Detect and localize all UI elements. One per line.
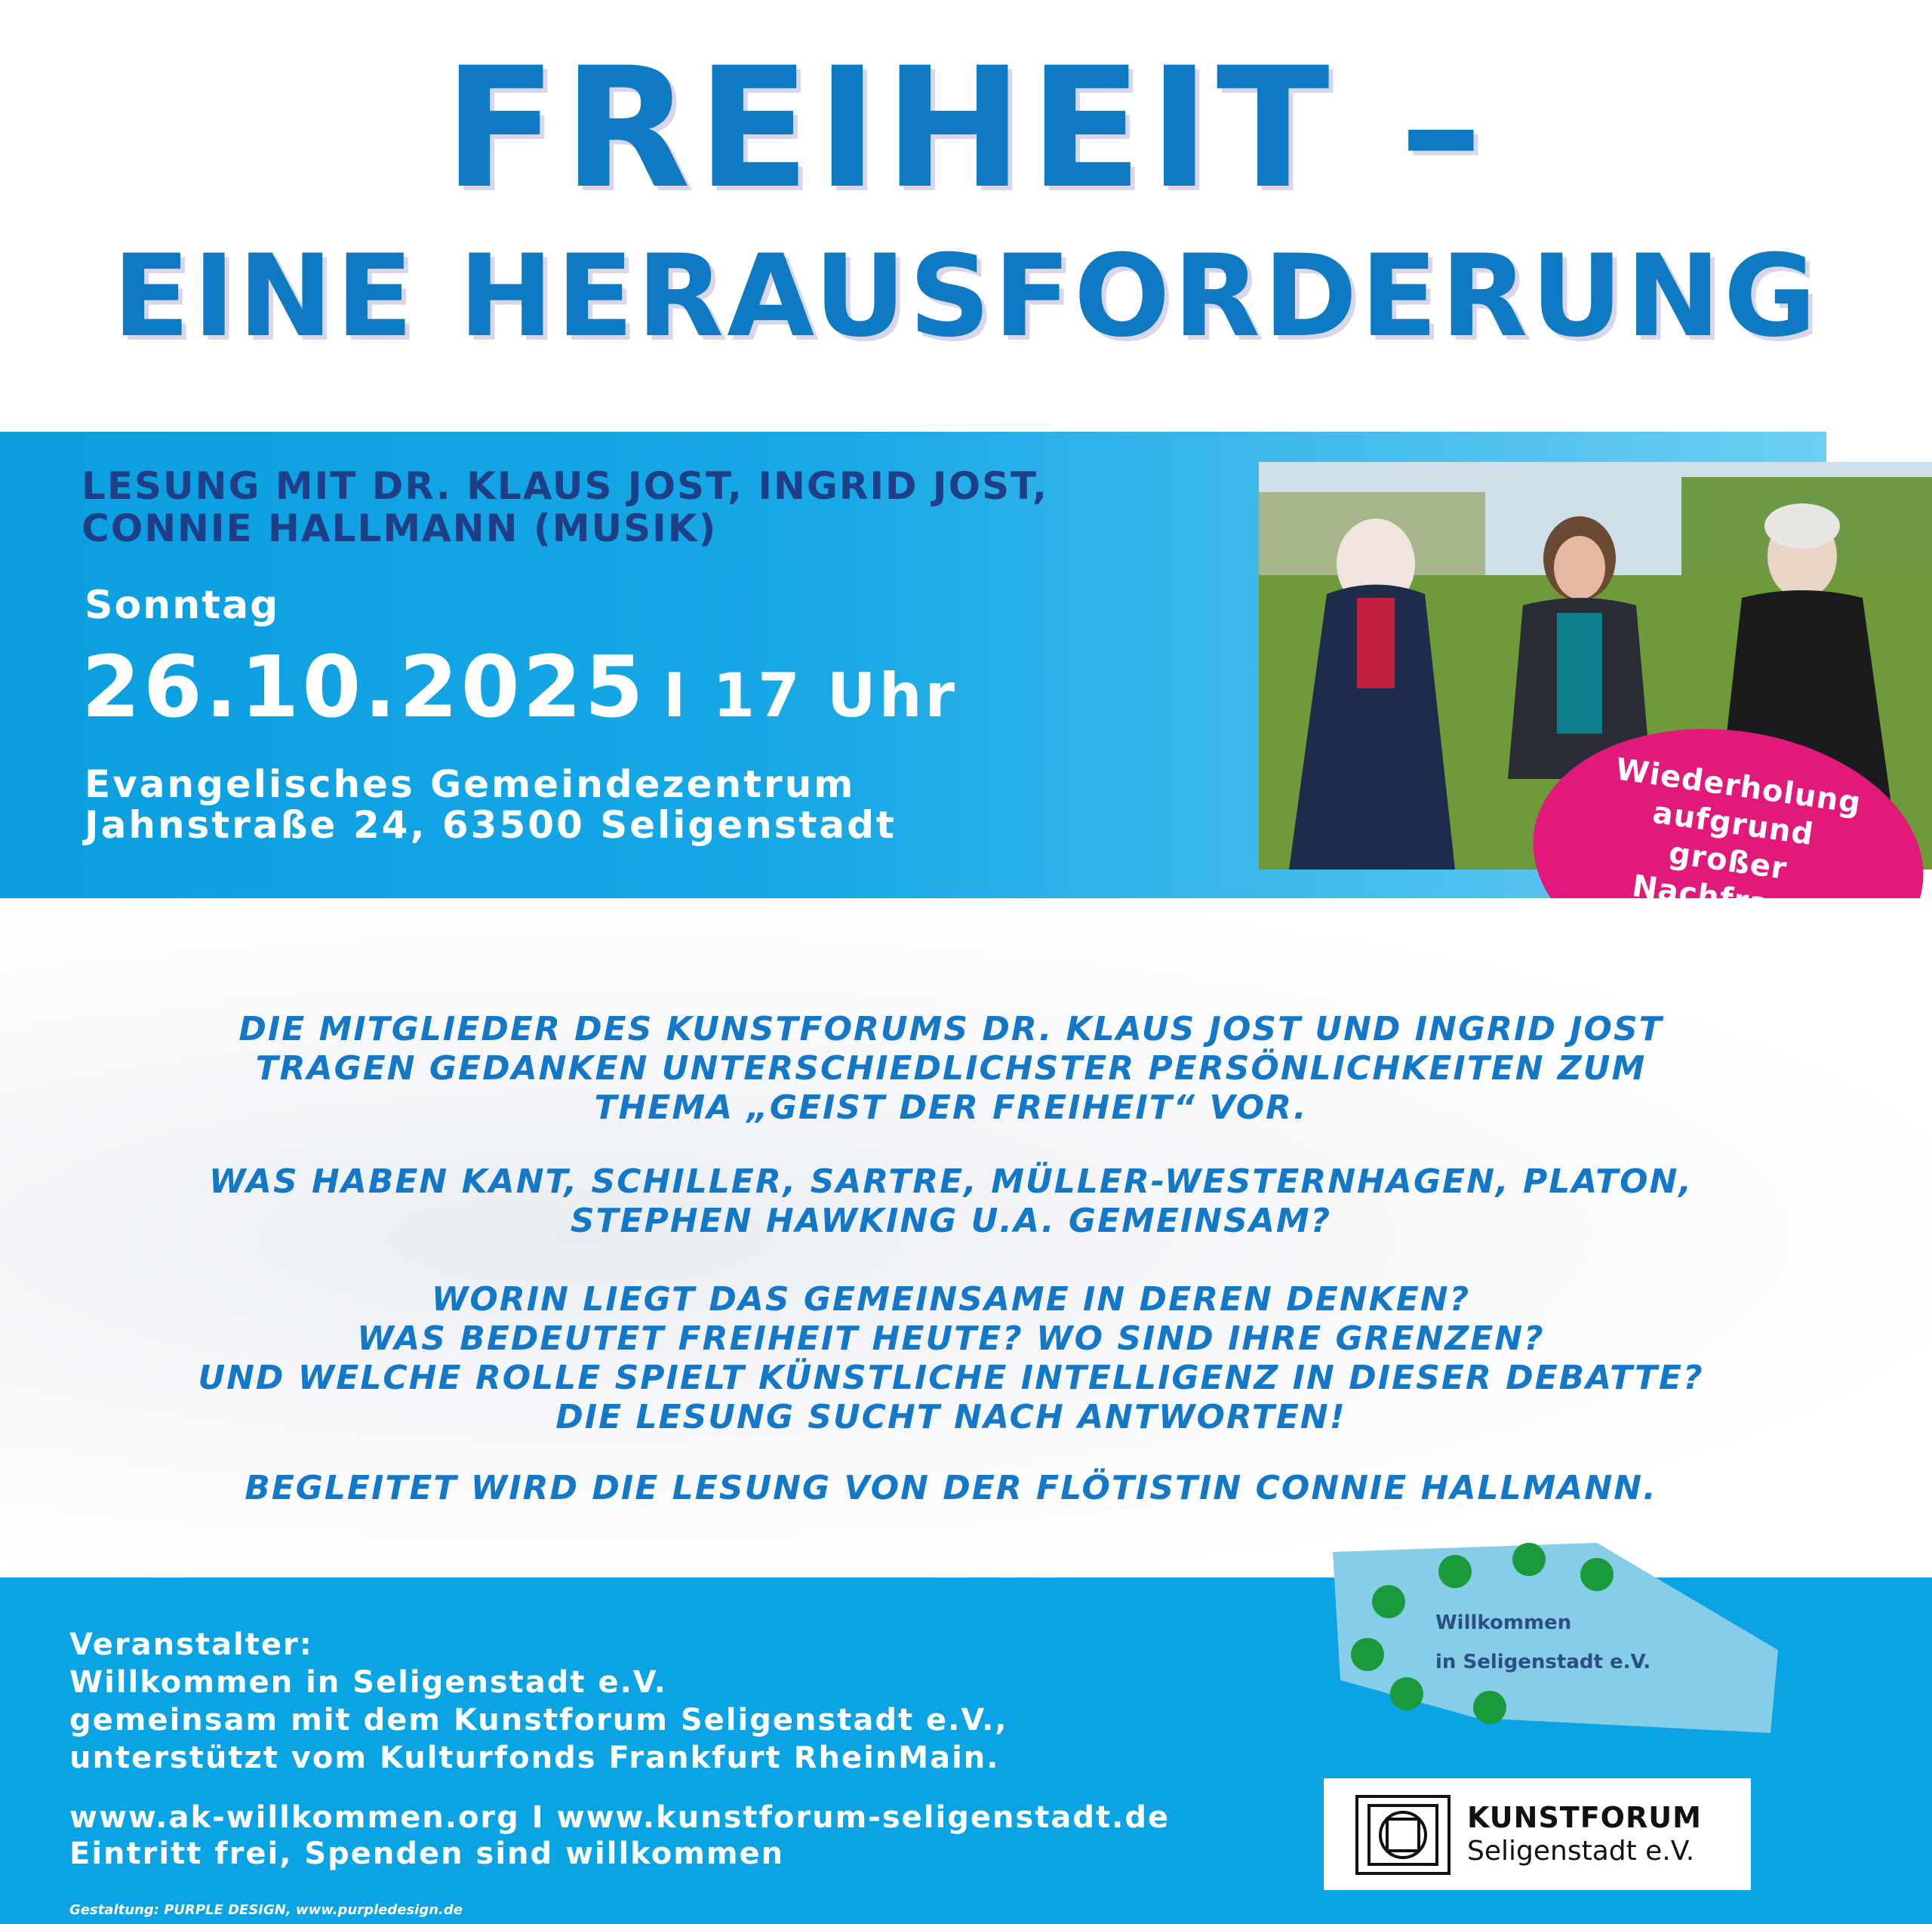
design-credit: Gestaltung: PURPLE DESIGN, www.purpledesign.de xyxy=(69,1902,463,1918)
willkommen-logo-line1: Willkommen xyxy=(1435,1612,1572,1634)
repeat-notice-text: Wiederholung aufgrund großer xyxy=(1614,752,1863,887)
kunstforum-logo xyxy=(1324,1778,1751,1890)
organizer-line3: unterstützt vom Kulturfonds Frankfurt RheinMain. xyxy=(69,1741,1000,1775)
performers-line2: CONNIE HALLMANN (MUSIK) xyxy=(82,506,718,550)
website-links[interactable]: www.ak-willkommen.org I www.kunstforum-seligenstadt.de xyxy=(69,1800,1171,1835)
organizer-label: Veranstalter: xyxy=(69,1627,313,1662)
kunstforum-name: KUNSTFORUM xyxy=(1467,1801,1702,1834)
organizer-line2: gemeinsam mit dem Kunstforum Seligenstadt e.V., xyxy=(69,1703,1008,1738)
description-paragraph-3 xyxy=(30,1280,1872,1437)
venue-address: Jahnstraße 24, 63500 Seligenstadt xyxy=(85,803,897,847)
organizer-info xyxy=(69,1626,1008,1777)
willkommen-logo-text xyxy=(1435,1603,1651,1682)
event-venue xyxy=(85,764,897,845)
event-date: 26.10.2025 xyxy=(82,639,647,737)
performers-line1: LESUNG MIT DR. KLAUS JOST, INGRID JOST, xyxy=(82,464,1049,508)
description-line: DIE MITGLIEDER DES KUNSTFORUMS DR. KLAUS JOST UND INGRID JOST xyxy=(238,1010,1663,1048)
kunstforum-subtitle: Seligenstadt e.V. xyxy=(1467,1836,1695,1867)
description-line: TRAGEN GEDANKEN UNTERSCHIEDLICHSTER PERSÖNLICHKEITEN ZUM xyxy=(255,1049,1647,1088)
kunstforum-logo-icon xyxy=(1354,1793,1452,1876)
description-line: WAS HABEN KANT, SCHILLER, SARTRE, MÜLLER-WESTERNHAGEN, PLATON, xyxy=(208,1162,1694,1201)
organizer-line1: Willkommen in Seligenstadt e.V. xyxy=(69,1665,667,1700)
performers xyxy=(82,465,1048,549)
description-line: THEMA „GEIST DER FREIHEIT“ VOR. xyxy=(594,1088,1308,1127)
poster-title-line2: EINE HERAUSFORDERUNG xyxy=(112,231,1820,362)
willkommen-logo-line2: in Seligenstadt e.V. xyxy=(1435,1651,1651,1673)
description-line: WORIN LIEGT DAS GEMEINSAME IN DEREN DENKEN? xyxy=(431,1280,1471,1319)
venue-name: Evangelisches Gemeindezentrum xyxy=(85,762,856,806)
entry-info: Eintritt frei, Spenden sind willkommen xyxy=(69,1836,785,1871)
description-line: BEGLEITET WIRD DIE LESUNG VON DER FLÖTISTIN CONNIE HALLMANN. xyxy=(245,1469,1657,1507)
description-paragraph-1 xyxy=(30,1010,1872,1128)
poster-title-line1: FREIHEIT – xyxy=(443,32,1489,225)
description-line: WAS BEDEUTET FREIHEIT HEUTE? WO SIND IHRE GRENZEN? xyxy=(357,1319,1545,1358)
event-date-time xyxy=(82,639,958,737)
description-paragraph-4 xyxy=(30,1469,1872,1508)
description-line: STEPHEN HAWKING U.A. GEMEINSAM? xyxy=(570,1202,1332,1240)
description-line: DIE LESUNG SUCHT NACH ANTWORTEN! xyxy=(555,1398,1346,1436)
description-line: UND WELCHE ROLLE SPIELT KÜNSTLICHE INTELLIGENZ IN DIESER DEBATTE? xyxy=(198,1359,1704,1397)
event-time: I 17 Uhr xyxy=(663,660,958,731)
event-day: Sonntag xyxy=(85,583,280,628)
description-paragraph-2 xyxy=(30,1162,1872,1241)
footer-links xyxy=(69,1799,1170,1872)
